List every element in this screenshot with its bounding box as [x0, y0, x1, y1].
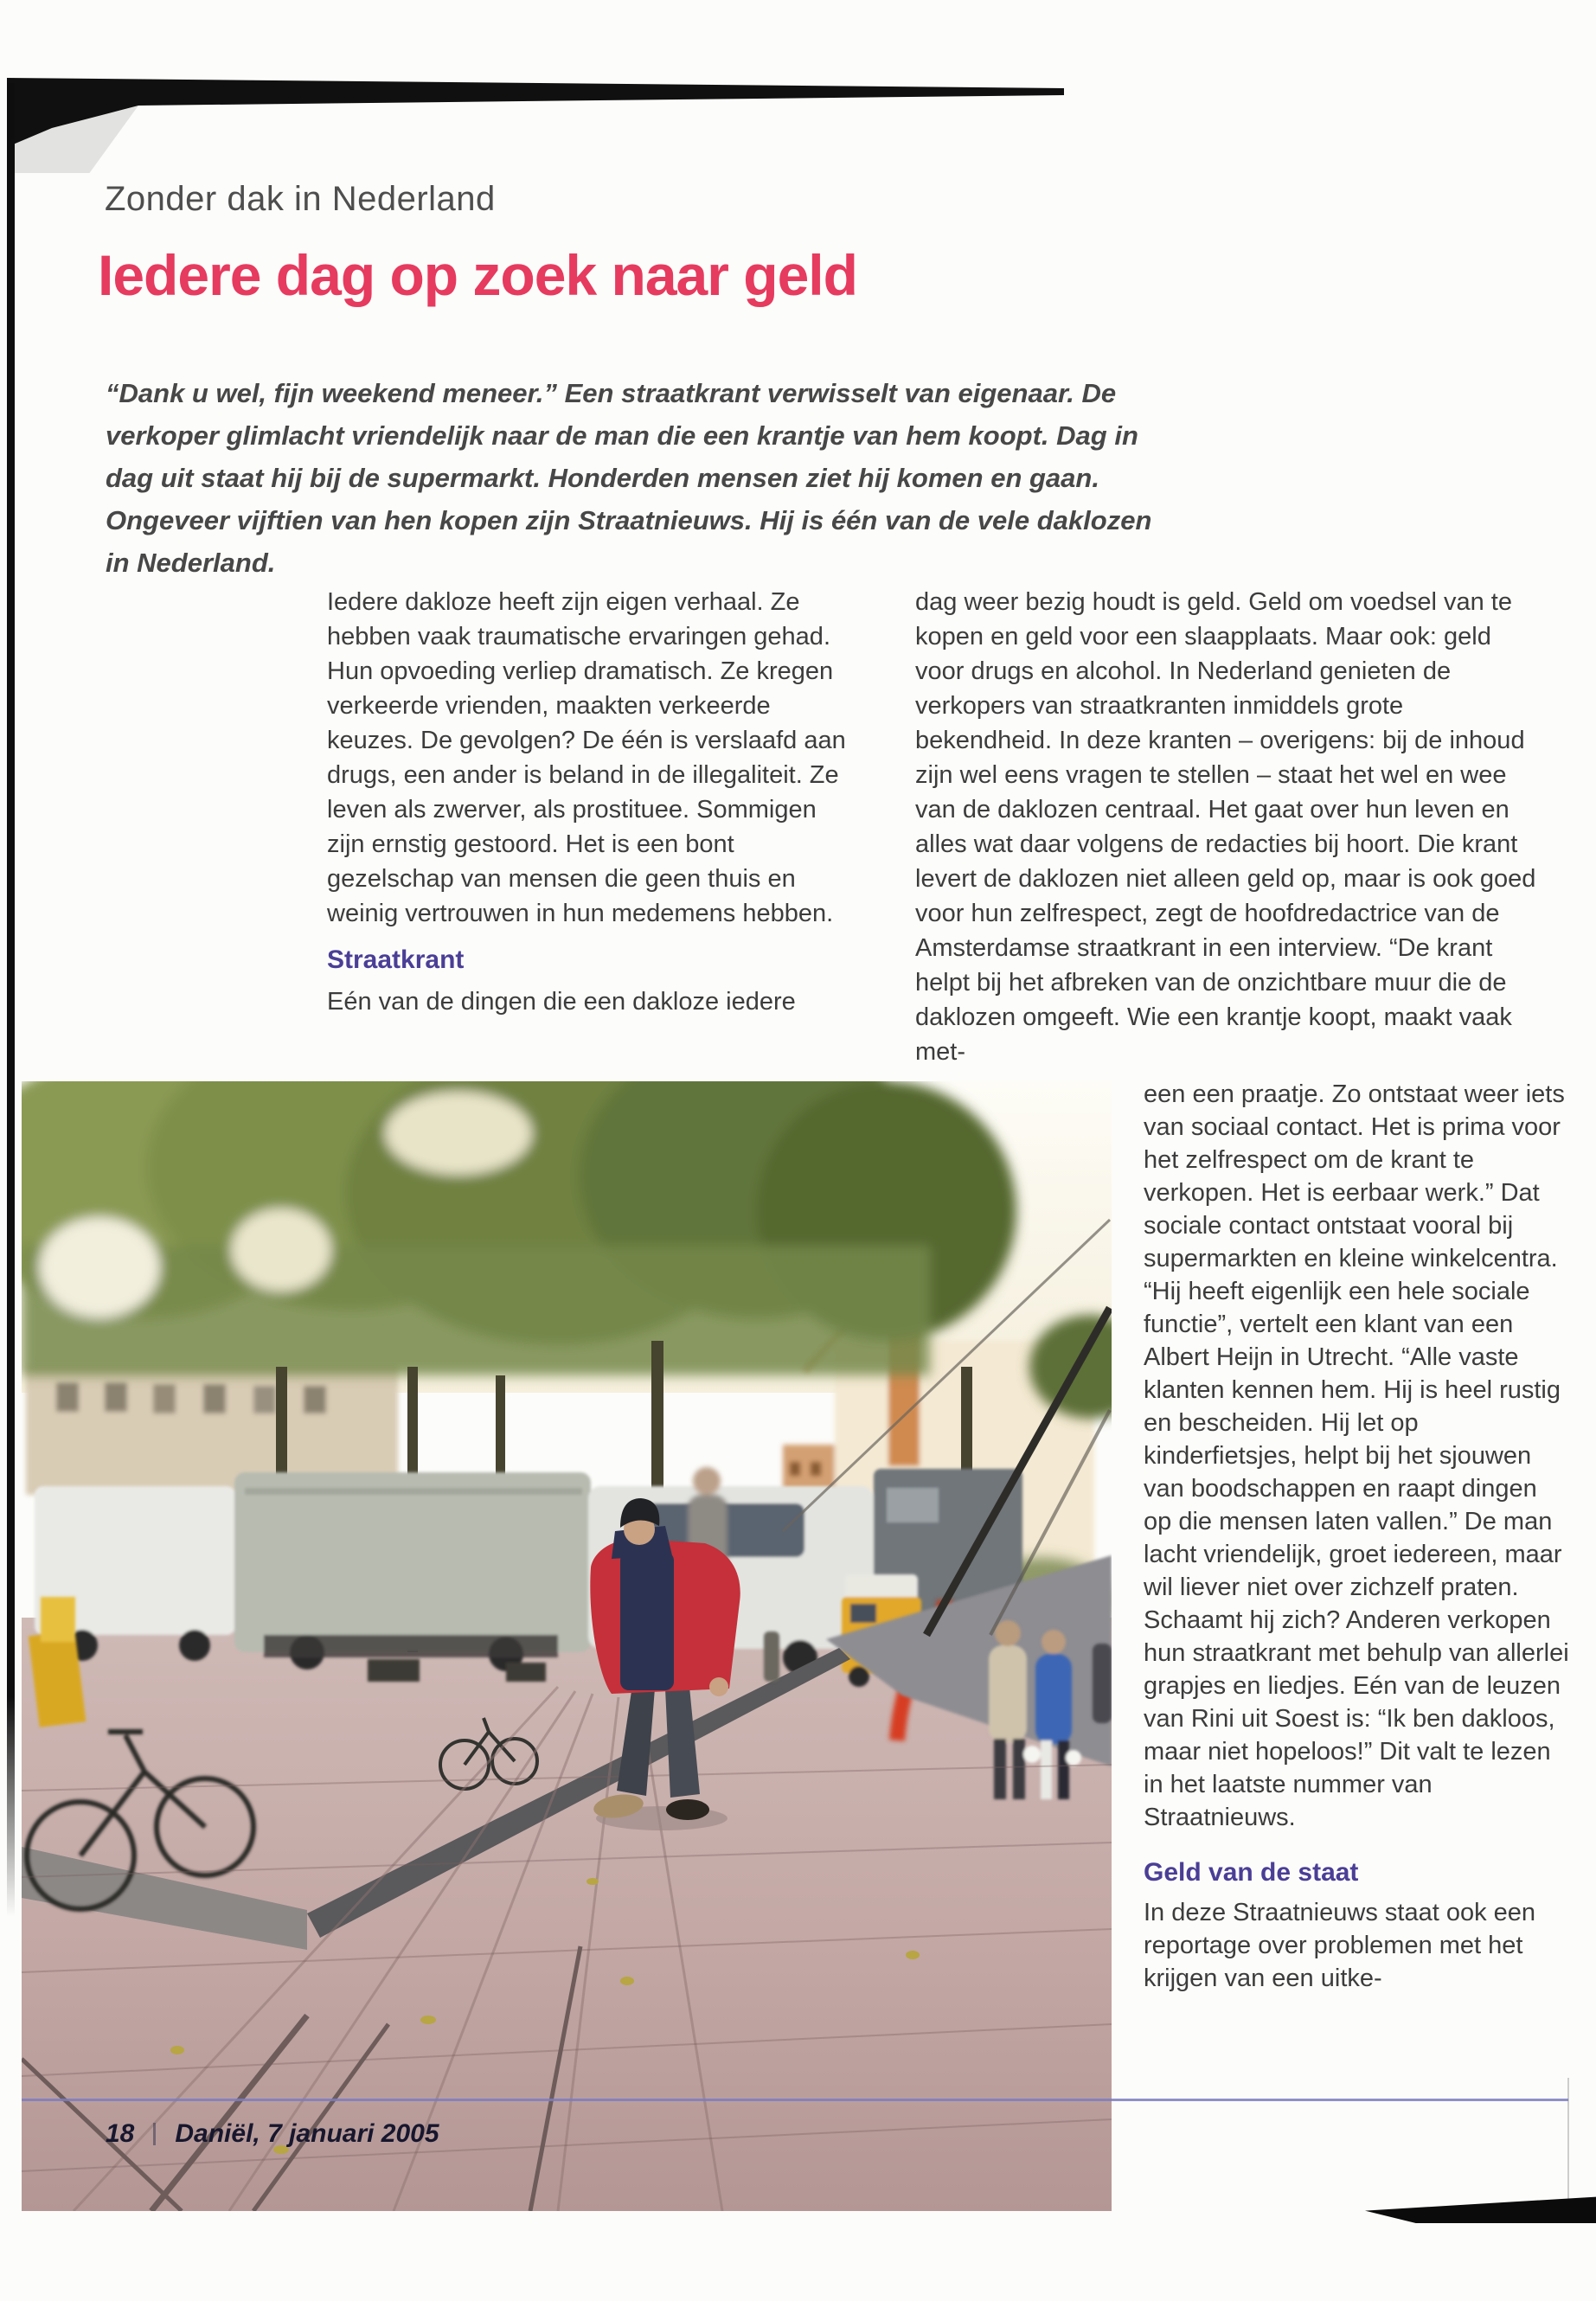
- man-shoe-right: [666, 1799, 709, 1820]
- street-photo: [22, 1081, 1112, 2211]
- page-title: Iedere dag op zoek naar geld: [98, 243, 857, 307]
- section-heading-geld-van-de-staat: Geld van de staat: [1144, 1858, 1359, 1887]
- street-photo-illustration: [22, 1081, 1112, 2211]
- article-column-right-wide: [915, 585, 1540, 1069]
- section-heading-straatkrant: Straatkrant: [327, 945, 465, 974]
- footer-rule: [22, 2099, 1568, 2101]
- scan-artifact-left-edge: [7, 83, 15, 1917]
- man-jacket-inner: [620, 1552, 674, 1690]
- body-paragraph-right-last: In deze Straatnieuws staat ook een reportage over problemen met het krijgen van een uitke-: [1144, 1899, 1536, 1992]
- body-paragraph-right-wide: dag weer bezig houdt is geld. Geld om voedsel van te kopen en geld voor een slaapplaats. Maar ook: geld voor drugs en alcohol. In Nederland genieten de verkopers van straatkranten inmiddels grote bekendheid. In deze kranten – overigens: bij de inhoud zijn wel eens vragen te stellen – staat het wel en wee van de daklozen centraal. Het gaat over hun leven en alles wat daar volgens de redacties bij hoort. Die krant levert de daklozen niet alleen geld op, maar is ook goed voor hun zelfrespect, zegt de hoofdredactrice van de Amsterdamse straatkrant in een interview. “De krant helpt bij het afbreken van de onzichtbare muur die de daklozen omgeeft. Wie een krantje koopt, maakt vaak met-: [915, 588, 1536, 1066]
- page-number: 18: [106, 2119, 135, 2148]
- kicker: Zonder dak in Nederland: [105, 180, 496, 218]
- intro-paragraph: “Dank u wel, fijn weekend meneer.” Een straatkrant verwisselt van eigenaar. De verkoper glimlacht vriendelijk naar de man die een krantje van hem koopt. Dag in dag uit staat hij bij de supermarkt. Honderden mensen ziet hij komen en gaan. Ongeveer vijftien van hen kopen zijn Straatnieuws. Hij is één van de vele daklozen in Nederland.: [106, 378, 1152, 578]
- publication-name: Daniël, 7 januari 2005: [175, 2119, 439, 2148]
- footer: [106, 2119, 439, 2149]
- body-paragraph-left-2: Eén van de dingen die een dakloze iedere: [327, 988, 796, 1016]
- man-hand: [709, 1677, 728, 1696]
- footer-divider: [153, 2123, 156, 2145]
- scan-artifact-top-bar: [0, 0, 1596, 173]
- article-column-left: [327, 585, 859, 1031]
- body-paragraph-right-narrow: een een praatje. Zo ontstaat weer iets van sociaal contact. Het is prima voor het zelfrespect om de krant te verkopen. Het is eerbaar werk.” Dat sociale contact ontstaat vooral bij supermarkten en kleine winkelcentra. “Hij heeft eigenlijk een hele sociale functie”, vertelt een klant van een Albert Heijn in Utrecht. “Alle vaste klanten kennen hem. Hij is heel rustig en bescheiden. Hij let op kinderfietsjes, helpt bij het sjouwen van boodschappen en raapt dingen op die mensen laten vallen.” De man lacht vriendelijk, groet iedereen, maar wil liever niet over zichzelf praten. Schaamt hij zich? Anderen verkopen hun straatkrant met behulp van allerlei grapjes en liedjes. Eén van de leuzen van Rini uit Soest is: “Ik ben dakloos, maar niet hopeloos!” Dit valt te lezen in het laatste nummer van Straatnieuws.: [1144, 1080, 1569, 1831]
- body-paragraph-left: Iedere dakloze heeft zijn eigen verhaal. Ze hebben vaak traumatische ervaringen gehad. Hun opvoeding verliep dramatisch. Ze kregen verkeerde vrienden, maakten verkeerde keuzes. De gevolgen? De één is verslaafd aan drugs, een ander is beland in de illegaliteit. Ze leven als zwerver, als prostituee. Sommigen zijn ernstig gestoord. Het is een bont gezelschap van mensen die geen thuis en weinig vertrouwen in hun medemens hebben.: [327, 588, 846, 927]
- scan-artifact-bottom-right-wedge: [1365, 2195, 1596, 2223]
- article-column-right-narrow: [1144, 1078, 1569, 2005]
